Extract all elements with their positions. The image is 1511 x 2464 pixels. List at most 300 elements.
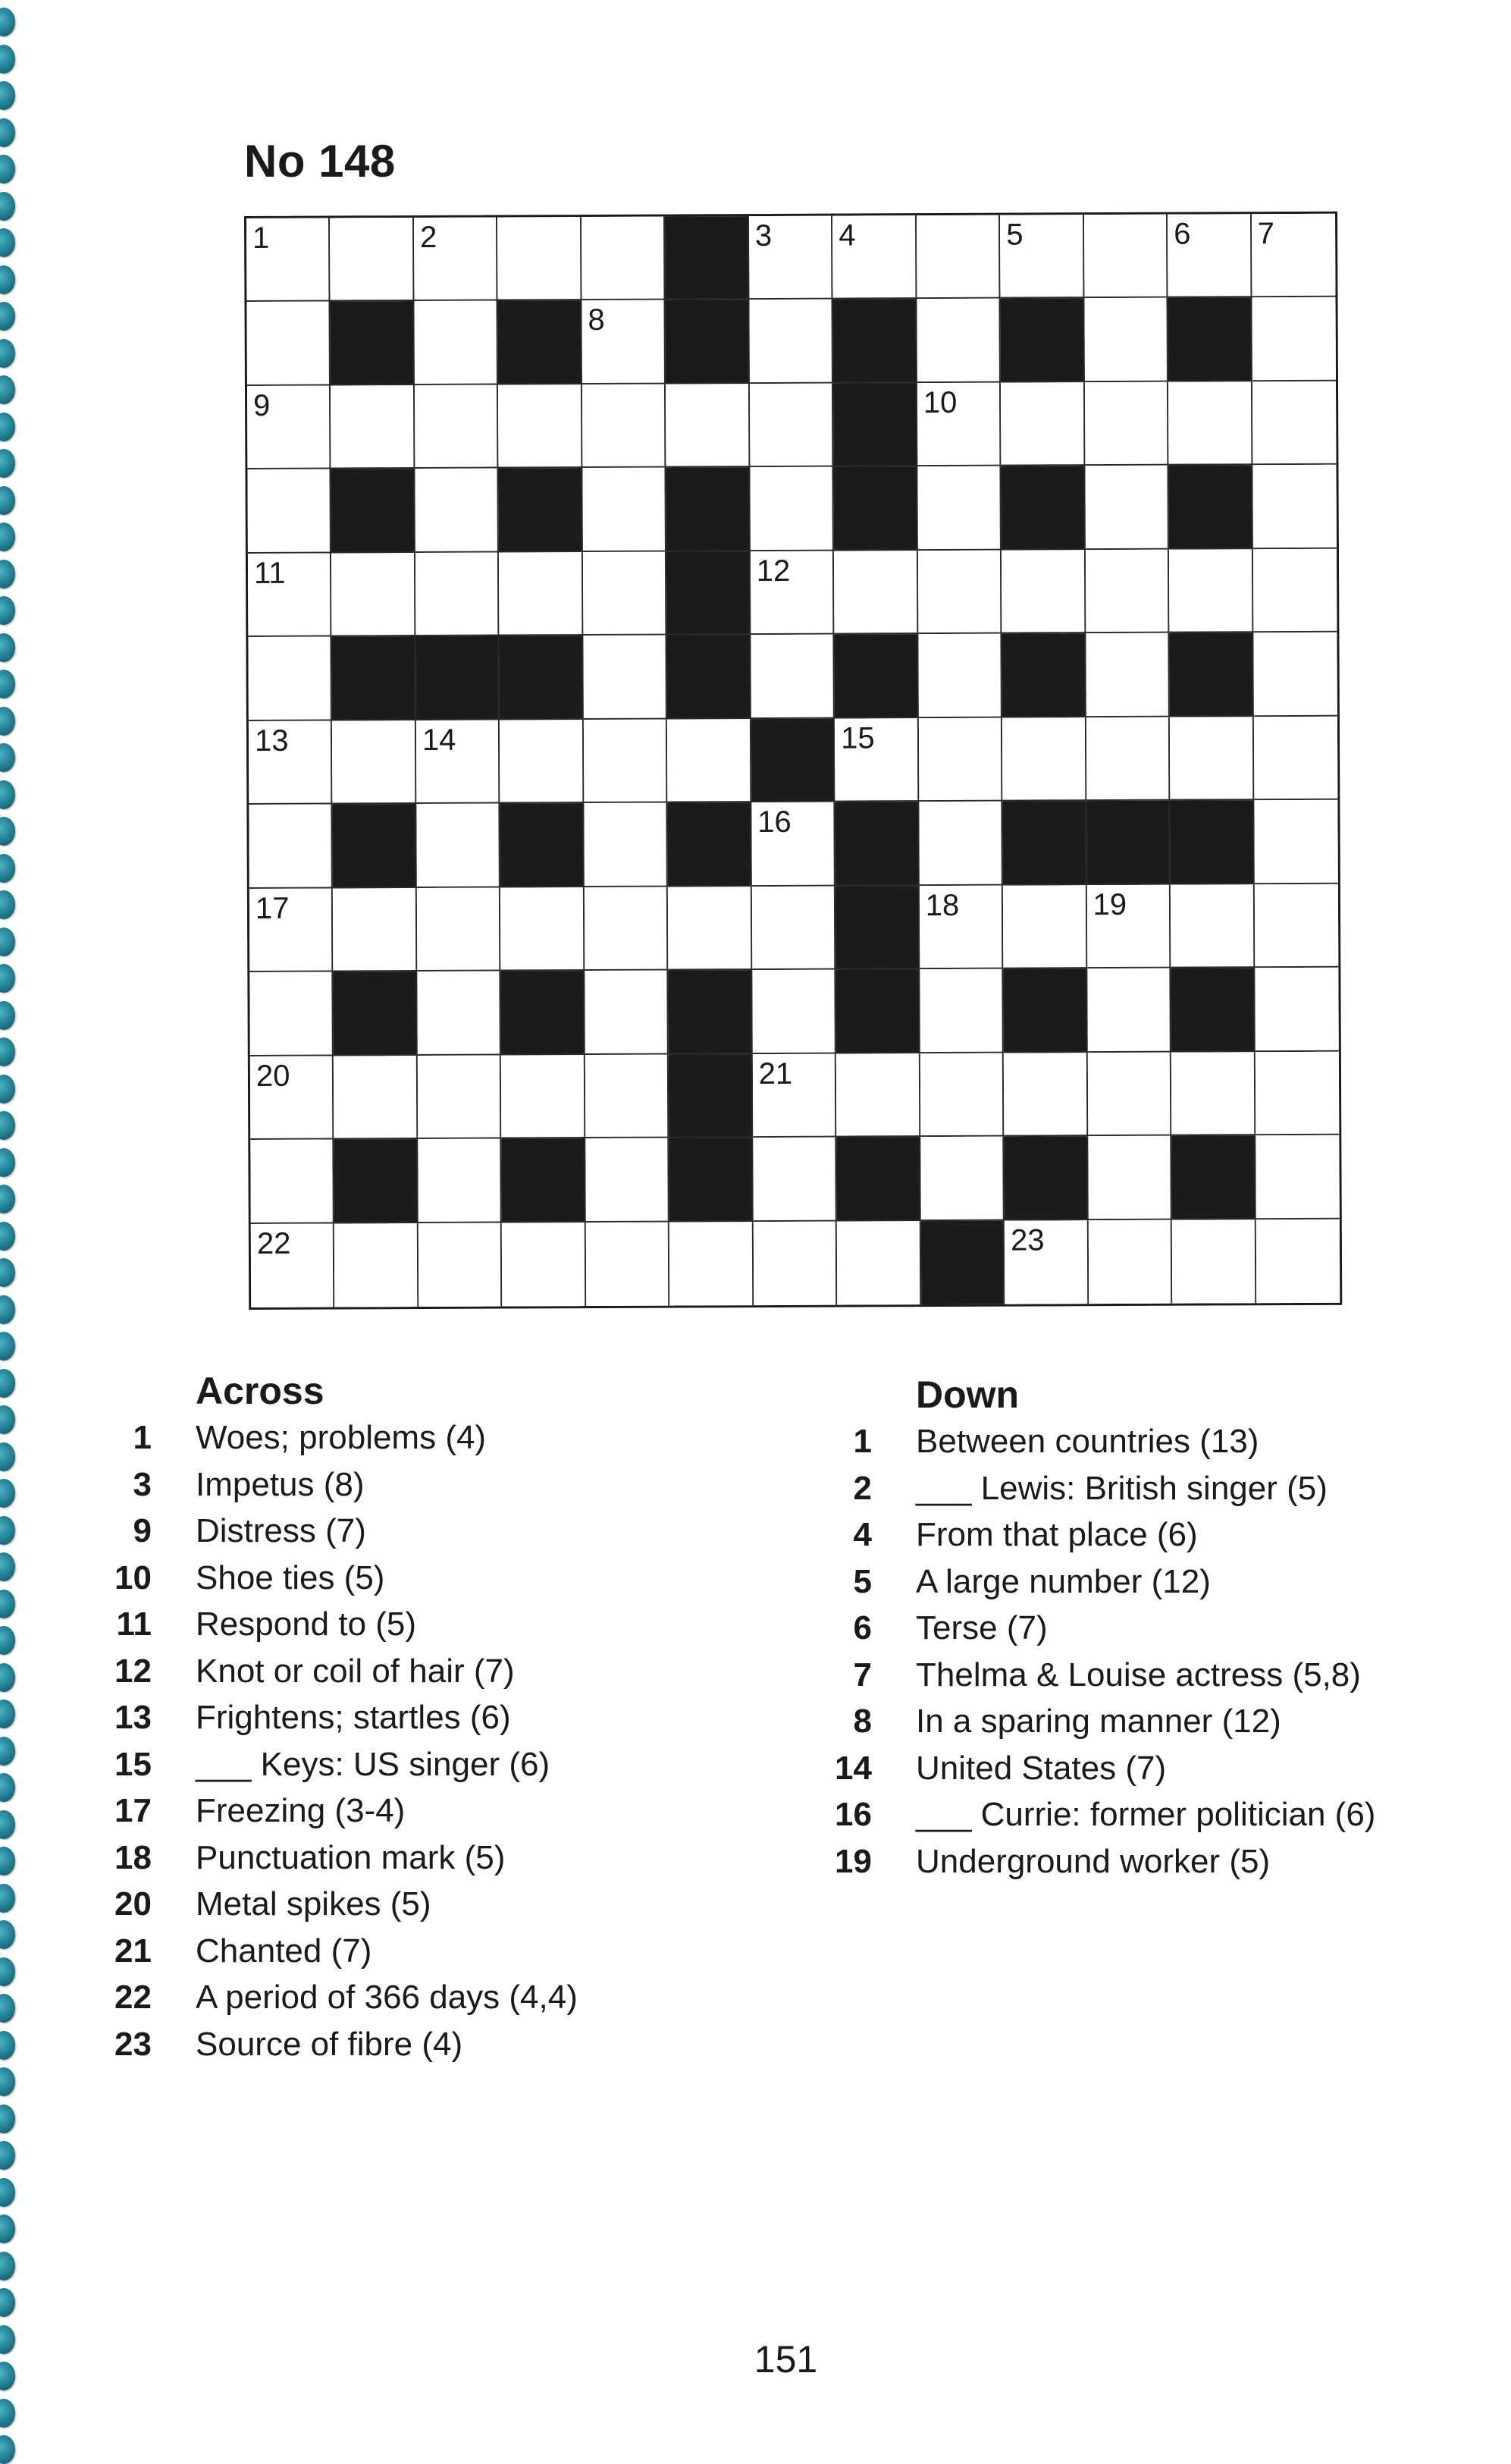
grid-cell[interactable] — [1172, 1219, 1256, 1304]
grid-cell[interactable] — [1252, 465, 1337, 549]
grid-cell-black — [1001, 299, 1085, 383]
across-clue — [106, 1979, 713, 2026]
spiral-binding — [0, 0, 24, 2440]
grid-cell[interactable] — [1169, 549, 1253, 633]
grid-cell-black — [1002, 466, 1086, 551]
grid-cell-black — [834, 467, 918, 551]
spiral-ring — [0, 596, 15, 625]
across-clue — [106, 1653, 713, 1700]
across-clue — [106, 1559, 713, 1606]
clue-text: ___ Keys: US singer (6) — [196, 1745, 550, 1783]
grid-cell[interactable] — [585, 1054, 669, 1138]
spiral-ring — [0, 2214, 15, 2243]
cell-number: 16 — [757, 805, 792, 840]
down-clue — [826, 1843, 1478, 1890]
grid-cell[interactable] — [751, 635, 835, 719]
down-clue — [826, 1609, 1478, 1656]
spiral-ring — [0, 155, 15, 184]
grid-cell[interactable] — [1252, 381, 1336, 466]
grid-cell[interactable] — [418, 1139, 502, 1223]
grid-cell-black — [1002, 633, 1086, 717]
grid-cell[interactable] — [1253, 716, 1337, 800]
down-heading: Down — [916, 1373, 1020, 1416]
clue-number: 1 — [853, 1423, 872, 1460]
grid-cell[interactable] — [1254, 800, 1338, 884]
grid-cell[interactable] — [1004, 1053, 1088, 1137]
cell-number: 13 — [254, 724, 289, 758]
clue-number: 22 — [114, 1979, 152, 2016]
spiral-ring — [0, 780, 15, 809]
grid-cell[interactable] — [751, 802, 835, 887]
grid-cell-black — [666, 300, 750, 385]
cell-number: 3 — [754, 218, 773, 253]
cell-number: 18 — [925, 888, 960, 922]
spiral-ring — [0, 1037, 15, 1066]
grid-cell[interactable] — [1087, 968, 1171, 1053]
spiral-ring — [0, 633, 15, 662]
spiral-ring — [0, 1663, 15, 1692]
grid-cell[interactable] — [1254, 884, 1338, 968]
spiral-ring — [0, 1516, 15, 1545]
clue-text: From that place (6) — [916, 1516, 1198, 1553]
grid-cell-black — [668, 802, 752, 887]
grid-cell-black — [334, 1139, 419, 1223]
across-clue — [106, 1466, 713, 1513]
clue-text: Knot or coil of hair (7) — [196, 1652, 515, 1690]
spiral-ring — [0, 1405, 15, 1434]
spiral-ring — [0, 1552, 15, 1581]
grid-cell-black — [331, 469, 415, 553]
cell-number: 11 — [253, 556, 286, 590]
grid-cell[interactable] — [498, 385, 582, 469]
clue-number: 1 — [133, 1419, 152, 1456]
spiral-ring — [0, 1369, 15, 1398]
grid-cell[interactable] — [248, 553, 332, 637]
grid-cell[interactable] — [249, 888, 334, 972]
spiral-ring — [0, 2288, 15, 2317]
clue-number: 11 — [116, 1606, 152, 1643]
grid-cell[interactable] — [669, 1222, 754, 1306]
spiral-ring — [0, 1479, 15, 1508]
clue-text: Respond to (5) — [196, 1606, 417, 1643]
clue-number: 5 — [853, 1562, 872, 1600]
cell-number: 5 — [1006, 218, 1024, 252]
grid-cell[interactable] — [1085, 466, 1169, 550]
grid-cell-black — [835, 886, 920, 970]
grid-cell[interactable] — [583, 551, 667, 636]
grid-cell[interactable] — [582, 468, 666, 552]
grid-cell[interactable] — [500, 720, 584, 804]
grid-cell[interactable] — [834, 551, 918, 635]
grid-cell-black — [1171, 968, 1255, 1052]
spiral-ring — [0, 2178, 15, 2207]
grid-cell[interactable] — [249, 972, 334, 1056]
grid-cell[interactable] — [246, 218, 331, 303]
grid-cell[interactable] — [836, 1053, 920, 1138]
grid-cell[interactable] — [1003, 885, 1087, 969]
grid-cell[interactable] — [919, 717, 1003, 802]
spiral-ring — [0, 413, 15, 441]
grid-cell[interactable] — [585, 887, 669, 971]
grid-cell[interactable] — [1084, 298, 1168, 382]
clue-text: Metal spikes (5) — [196, 1885, 431, 1923]
clue-number: 12 — [114, 1652, 152, 1690]
clue-text: In a sparing manner (12) — [916, 1703, 1281, 1740]
grid-cell[interactable] — [249, 805, 333, 889]
grid-cell[interactable] — [835, 718, 919, 802]
clue-text: Underground worker (5) — [916, 1842, 1271, 1880]
down-clue — [826, 1563, 1478, 1610]
grid-cell-black — [1003, 968, 1087, 1053]
across-clue-list — [106, 1419, 713, 2072]
grid-cell[interactable] — [1085, 382, 1169, 466]
grid-cell-black — [498, 301, 582, 385]
grid-cell-black — [499, 468, 583, 552]
grid-cell-black — [667, 635, 751, 719]
crossword-grid — [244, 212, 1342, 1310]
cell-number: 2 — [419, 220, 437, 254]
grid-cell[interactable] — [1168, 214, 1252, 298]
across-clues — [106, 1369, 713, 2072]
spiral-ring — [0, 1111, 15, 1140]
grid-cell[interactable] — [248, 637, 332, 721]
spiral-ring — [0, 45, 15, 74]
grid-cell[interactable] — [918, 550, 1002, 634]
grid-cell[interactable] — [250, 1140, 334, 1224]
grid-cell[interactable] — [920, 969, 1004, 1053]
spiral-ring — [0, 523, 15, 551]
grid-cell-black — [837, 1137, 921, 1221]
spiral-ring — [0, 2141, 15, 2170]
spiral-ring — [0, 1332, 15, 1361]
grid-cell[interactable] — [334, 1056, 418, 1140]
grid-cell-black — [666, 551, 751, 636]
grid-cell[interactable] — [917, 383, 1002, 467]
grid-cell[interactable] — [1088, 1136, 1172, 1220]
spiral-ring — [0, 1001, 15, 1030]
down-clue — [826, 1423, 1478, 1470]
across-clue — [106, 1699, 713, 1746]
grid-cell[interactable] — [331, 553, 415, 637]
grid-cell[interactable] — [1253, 632, 1337, 717]
grid-cell[interactable] — [502, 1223, 586, 1307]
clue-number: 14 — [835, 1749, 872, 1787]
spiral-ring — [0, 2067, 15, 2096]
clue-text: Terse (7) — [916, 1609, 1048, 1646]
grid-cell-black — [835, 634, 919, 718]
grid-cell[interactable] — [917, 466, 1002, 551]
grid-cell-black — [669, 1138, 754, 1222]
clue-text: United States (7) — [916, 1749, 1167, 1787]
grid-cell[interactable] — [751, 551, 835, 635]
down-clue — [826, 1703, 1478, 1750]
clue-number: 7 — [853, 1656, 872, 1693]
grid-cell[interactable] — [667, 719, 751, 803]
cell-number: 23 — [1010, 1223, 1045, 1257]
spiral-ring — [0, 1810, 15, 1839]
cell-number: 1 — [252, 221, 270, 255]
grid-cell[interactable] — [1255, 1051, 1339, 1135]
clue-number: 21 — [114, 1932, 152, 1970]
grid-cell-black — [500, 803, 585, 887]
grid-cell[interactable] — [415, 552, 500, 636]
spiral-ring — [0, 928, 15, 956]
grid-cell-black — [1170, 800, 1254, 884]
grid-cell[interactable] — [750, 384, 834, 468]
grid-cell[interactable] — [1084, 215, 1168, 299]
spiral-ring — [0, 1222, 15, 1251]
down-clue — [826, 1516, 1478, 1563]
clue-text: Punctuation mark (5) — [196, 1838, 506, 1876]
grid-cell[interactable] — [417, 887, 501, 971]
clue-number: 3 — [133, 1465, 152, 1503]
clue-number: 8 — [853, 1703, 872, 1740]
grid-cell-black — [1004, 1136, 1088, 1220]
grid-cell[interactable] — [920, 885, 1004, 969]
grid-cell[interactable] — [837, 1221, 921, 1305]
grid-cell[interactable] — [415, 385, 499, 469]
clue-number: 18 — [114, 1838, 152, 1876]
grid-cell[interactable] — [416, 720, 500, 804]
cell-number: 4 — [839, 218, 856, 253]
grid-cell[interactable] — [917, 299, 1001, 383]
grid-cell[interactable] — [1086, 550, 1170, 634]
grid-cell[interactable] — [668, 887, 752, 971]
clue-number: 19 — [835, 1842, 872, 1880]
grid-cell[interactable] — [752, 970, 836, 1054]
spiral-ring — [0, 1185, 15, 1213]
grid-cell-black — [833, 383, 917, 467]
clue-number: 16 — [835, 1796, 872, 1833]
spiral-ring — [0, 1148, 15, 1177]
down-clue — [826, 1750, 1478, 1797]
grid-cell[interactable] — [582, 300, 666, 385]
grid-cell[interactable] — [1252, 549, 1337, 633]
spiral-ring — [0, 743, 15, 772]
across-clue — [106, 1792, 713, 1839]
grid-cell[interactable] — [497, 217, 582, 301]
grid-cell[interactable] — [499, 552, 583, 636]
spiral-ring — [0, 1626, 15, 1655]
grid-cell[interactable] — [584, 719, 668, 803]
clue-number: 10 — [114, 1558, 152, 1596]
grid-cell-black — [1003, 801, 1087, 885]
down-clue — [826, 1796, 1478, 1843]
grid-cell[interactable] — [414, 301, 498, 385]
grid-cell-black — [835, 802, 920, 886]
grid-cell-black — [500, 636, 584, 720]
grid-cell[interactable] — [250, 1056, 334, 1140]
spiral-ring — [0, 2031, 15, 2060]
clue-number: 23 — [114, 2025, 152, 2063]
grid-cell[interactable] — [1168, 381, 1252, 466]
grid-cell[interactable] — [1086, 633, 1170, 717]
grid-cell[interactable] — [1002, 717, 1086, 802]
grid-cell[interactable] — [754, 1221, 838, 1305]
spiral-ring — [0, 1075, 15, 1103]
cell-number: 6 — [1174, 217, 1191, 251]
cell-number: 20 — [255, 1059, 290, 1093]
grid-cell[interactable] — [582, 384, 666, 468]
grid-cell[interactable] — [415, 469, 499, 553]
grid-cell[interactable] — [1252, 297, 1336, 381]
clue-number: 15 — [114, 1745, 152, 1783]
spiral-ring — [0, 81, 15, 110]
across-clue — [106, 2026, 713, 2073]
grid-cell[interactable] — [582, 217, 666, 301]
grid-cell-black — [332, 636, 416, 720]
spiral-ring — [0, 375, 15, 404]
across-clue — [106, 1932, 713, 1979]
spiral-ring — [0, 265, 15, 294]
grid-cell[interactable] — [419, 1223, 503, 1307]
grid-cell[interactable] — [832, 215, 917, 300]
grid-cell-black — [1169, 632, 1253, 717]
grid-cell-black — [501, 971, 585, 1055]
grid-cell[interactable] — [666, 384, 750, 468]
across-clue — [106, 1512, 713, 1559]
grid-cell[interactable] — [919, 802, 1003, 886]
grid-cell[interactable] — [414, 218, 498, 302]
puzzle-title: No 148 — [244, 136, 396, 187]
grid-cell[interactable] — [920, 1137, 1005, 1221]
spiral-ring — [0, 1295, 15, 1324]
grid-cell[interactable] — [1000, 215, 1084, 299]
grid-cell-black — [669, 1054, 753, 1138]
clue-number: 13 — [114, 1699, 152, 1736]
grid-cell[interactable] — [586, 1222, 670, 1306]
grid-cell[interactable] — [417, 971, 501, 1056]
grid-cell[interactable] — [1256, 1219, 1340, 1303]
grid-cell[interactable] — [332, 720, 416, 805]
grid-cell-black — [333, 804, 417, 888]
clue-number: 2 — [853, 1469, 872, 1507]
grid-cell[interactable] — [749, 216, 833, 300]
grid-cell-black — [502, 1138, 586, 1223]
clue-number: 20 — [114, 1885, 152, 1923]
spiral-ring — [0, 1994, 15, 2023]
cell-number: 22 — [256, 1226, 291, 1260]
clue-text: Shoe ties (5) — [196, 1558, 385, 1596]
cell-number: 8 — [588, 303, 605, 337]
grid-cell[interactable] — [333, 888, 417, 972]
clue-text: Impetus (8) — [196, 1465, 365, 1503]
grid-cell-black — [415, 636, 500, 720]
cell-number: 15 — [841, 721, 875, 755]
grid-cell[interactable] — [1005, 1220, 1089, 1304]
grid-cell[interactable] — [1171, 1052, 1256, 1136]
grid-cell[interactable] — [251, 1223, 335, 1307]
grid-cell[interactable] — [749, 300, 833, 384]
spiral-ring — [0, 118, 15, 147]
grid-cell[interactable] — [418, 1055, 502, 1139]
grid-cell[interactable] — [334, 1223, 419, 1307]
clue-number: 6 — [853, 1609, 872, 1646]
cell-number: 21 — [758, 1056, 793, 1091]
down-clues — [826, 1373, 1478, 1889]
grid-cell[interactable] — [583, 636, 667, 720]
spiral-ring — [0, 670, 15, 698]
grid-cell[interactable] — [247, 385, 331, 469]
grid-cell[interactable] — [331, 385, 415, 469]
grid-cell[interactable] — [1086, 884, 1171, 968]
spiral-ring — [0, 2399, 15, 2428]
grid-cell[interactable] — [1002, 550, 1086, 634]
page-number: 151 — [754, 2338, 818, 2381]
grid-cell[interactable] — [1001, 382, 1085, 466]
grid-cell[interactable] — [920, 1053, 1005, 1137]
grid-cell-black — [833, 300, 917, 384]
grid-cell[interactable] — [1086, 717, 1171, 801]
clue-text: Thelma & Louise actress (5,8) — [916, 1656, 1361, 1693]
spiral-ring — [0, 964, 15, 993]
grid-cell[interactable] — [585, 1138, 669, 1223]
grid-cell[interactable] — [584, 803, 668, 887]
clue-text: Between countries (13) — [916, 1423, 1259, 1460]
clue-text: Frightens; startles (6) — [196, 1699, 511, 1736]
clue-text: Chanted (7) — [196, 1932, 372, 1970]
grid-cell[interactable] — [753, 1053, 837, 1138]
across-clue — [106, 1885, 713, 1932]
spiral-ring — [0, 1700, 15, 1728]
grid-cell[interactable] — [416, 804, 500, 888]
across-clue — [106, 1839, 713, 1886]
grid-cell[interactable] — [918, 634, 1002, 718]
spiral-ring — [0, 560, 15, 589]
grid-cell[interactable] — [1171, 884, 1255, 968]
spiral-ring — [0, 817, 15, 846]
grid-cell-black — [1169, 466, 1253, 550]
spiral-ring — [0, 339, 15, 368]
grid-cell-black — [751, 718, 835, 802]
grid-cell[interactable] — [501, 1055, 585, 1139]
clue-text: ___ Lewis: British singer (5) — [916, 1469, 1328, 1507]
grid-cell[interactable] — [1087, 1052, 1171, 1136]
spiral-ring — [0, 8, 15, 36]
grid-cell[interactable] — [1256, 1135, 1340, 1219]
spiral-ring — [0, 2252, 15, 2280]
grid-cell[interactable] — [330, 218, 414, 302]
spiral-ring — [0, 890, 15, 919]
grid-cell[interactable] — [1252, 214, 1336, 298]
grid-cell-black — [1171, 1135, 1256, 1219]
across-heading: Across — [196, 1370, 324, 1412]
grid-cell[interactable] — [249, 720, 333, 805]
grid-cell-black — [334, 971, 418, 1056]
grid-cell[interactable] — [917, 215, 1001, 300]
cell-number: 17 — [255, 891, 290, 925]
spiral-ring — [0, 1920, 15, 1949]
clue-number: 9 — [133, 1512, 152, 1549]
grid-cell[interactable] — [1088, 1219, 1172, 1304]
grid-cell[interactable] — [247, 469, 331, 554]
grid-cell[interactable] — [750, 467, 834, 551]
spiral-ring — [0, 1442, 15, 1471]
grid-cell[interactable] — [1170, 717, 1254, 801]
grid-cell[interactable] — [1255, 968, 1339, 1052]
grid-cell[interactable] — [752, 886, 836, 970]
grid-cell[interactable] — [585, 971, 669, 1055]
grid-cell[interactable] — [246, 302, 331, 386]
spiral-ring — [0, 449, 15, 478]
grid-cell-black — [1168, 298, 1252, 382]
grid-cell[interactable] — [753, 1138, 837, 1222]
cell-number: 7 — [1257, 217, 1274, 251]
grid-cell-black — [1086, 801, 1171, 885]
grid-cell[interactable] — [500, 887, 585, 971]
cell-number: 19 — [1092, 887, 1127, 921]
spiral-ring — [0, 1884, 15, 1913]
